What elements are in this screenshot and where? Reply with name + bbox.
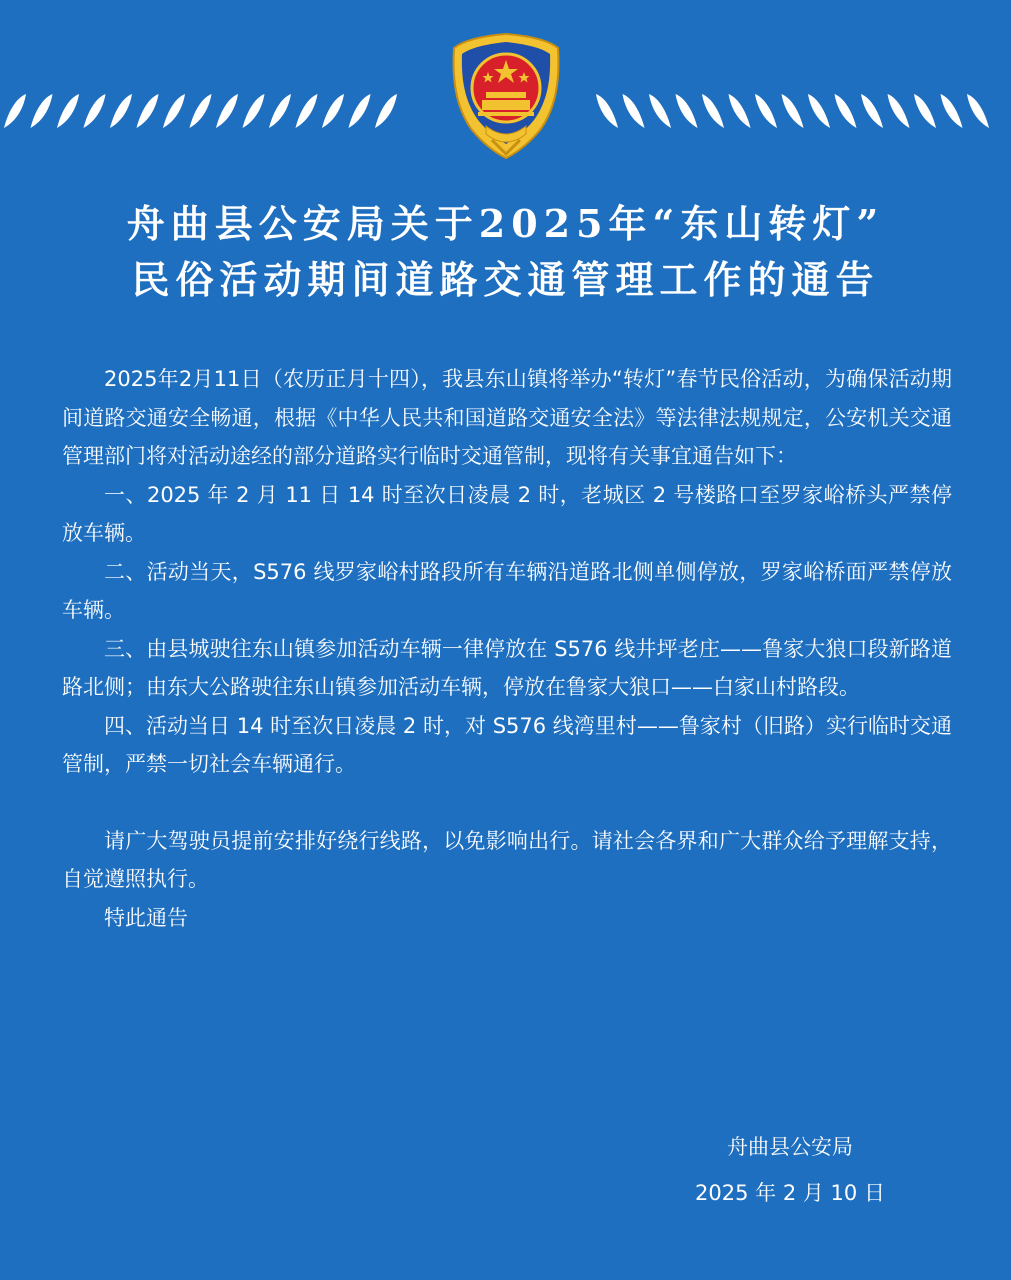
item-4-paragraph: 四、活动当日 14 时至次日凌晨 2 时，对 S576 线湾里村——鲁家村（旧路）实行临时交通管制，严禁一切社会车辆通行。 [62,713,952,776]
wing-feather-icon [137,94,159,128]
wing-feather-icon [243,94,265,128]
wing-feather-icon [914,94,936,128]
intro-paragraph: 2025年2月11日（农历正月十四），我县东山镇将举办“转灯”春节民俗活动，为确保活动期间道路交通安全畅通，根据《中华人民共和国道路交通安全法》等法律法规规定，公安机关交通管理部门将对活动途经的部分道路实行临时交通管制，现将有关事宜通告如下： [62,367,952,468]
notice-body [62,360,952,937]
wing-feather-icon [84,94,106,128]
signature-date: 2025 年 2 月 10 日 [695,1181,885,1205]
wing-feather-icon [835,94,857,128]
wing-feather-icon [296,94,318,128]
wing-feather-icon [596,94,618,128]
wing-feather-icon [888,94,910,128]
notice-title [0,196,1011,308]
wing-feather-icon [676,94,698,128]
title-line-2: 民俗活动期间道路交通管理工作的通告 [131,257,880,302]
wing-feather-icon [967,94,989,128]
signature-org: 舟曲县公安局 [727,1135,853,1159]
wing-feather-icon [861,94,883,128]
wing-feather-icon [190,94,212,128]
item-3-paragraph: 三、由县城驶往东山镇参加活动车辆一律停放在 S576 线井坪老庄——鲁家大狼口段新路道路北侧；由东大公路驶往东山镇参加活动车辆，停放在鲁家大狼口——白家山村路段。 [62,636,952,699]
title-line-1: 舟曲县公安局关于2025年“东山转灯” [126,201,885,246]
wing-feather-icon [702,94,724,128]
left-wing-icon [0,88,420,136]
wing-feather-icon [163,94,185,128]
wing-feather-icon [269,94,291,128]
wing-feather-icon [941,94,963,128]
wing-feather-icon [649,94,671,128]
wing-feather-icon [782,94,804,128]
closing-paragraph: 请广大驾驶员提前安排好绕行线路，以免影响出行。请社会各界和广大群众给予理解支持，自觉遵照执行。 [62,828,952,891]
police-emblem-icon [442,30,570,162]
wing-feather-icon [110,94,132,128]
end-paragraph: 特此通告 [104,905,188,930]
wing-feather-icon [349,94,371,128]
wing-feather-icon [31,94,53,128]
wing-feather-icon [57,94,79,128]
signature-block [650,1124,930,1216]
wing-feather-icon [375,94,397,128]
wing-feather-icon [216,94,238,128]
right-wing-icon [592,88,1011,136]
wing-feather-icon [729,94,751,128]
wing-feather-icon [755,94,777,128]
item-1-paragraph: 一、2025 年 2 月 11 日 14 时至次日凌晨 2 时，老城区 2 号楼路口至罗家峪桥头严禁停放车辆。 [62,482,952,545]
item-2-paragraph: 二、活动当天，S576 线罗家峪村路段所有车辆沿道路北侧单侧停放，罗家峪桥面严禁停放车辆。 [62,559,952,622]
wing-feather-icon [322,94,344,128]
wing-feather-icon [4,94,26,128]
wing-feather-icon [808,94,830,128]
wing-feather-icon [623,94,645,128]
